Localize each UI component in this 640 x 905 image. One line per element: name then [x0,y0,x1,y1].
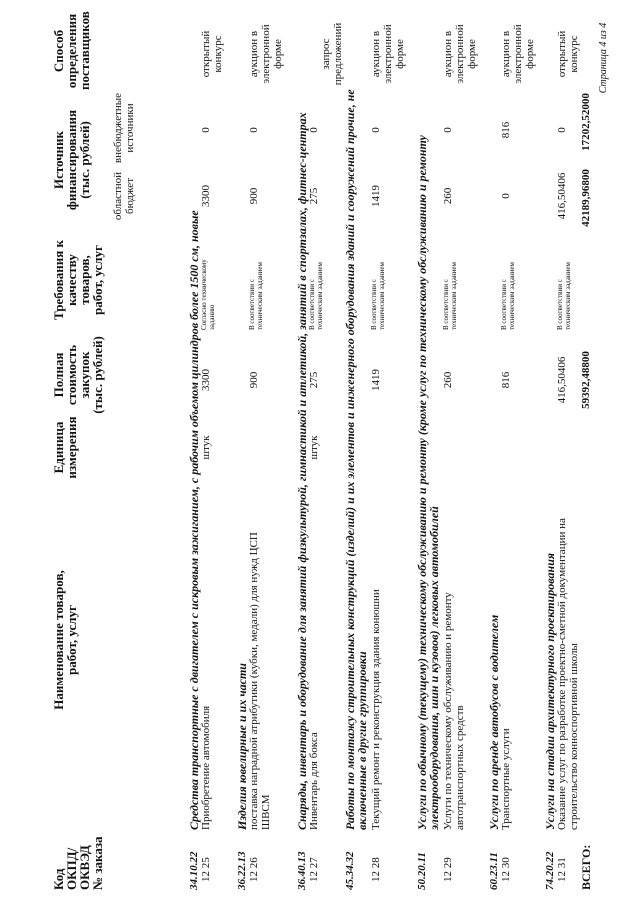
row-method-line: форме [466,39,478,69]
header-name [52,450,78,830]
row-name-line: строительство конноспортивной школы [568,643,580,830]
row-code: 12 31 [556,857,568,882]
row-req-line: В соответствии с [442,279,450,330]
header-fin-offbudget [112,88,136,168]
row-cost: 260 [442,371,454,389]
header-method-line: поставщиков [77,11,92,90]
row-req-line: заданию [208,304,216,330]
row-cost: 416,50406 [556,356,568,404]
header-method-line: Способ [51,29,66,73]
row-req-line: Согласно техническому [200,259,208,330]
row-requirements [442,230,458,330]
group-code: 60.23.11 [488,852,500,890]
group-title: Услуги по обычному (текущему) техническому обслуживанию и ремонту (кроме услуг по техническому обслуживанию и ремонту [415,135,429,830]
header-fin-line: Источник [51,130,66,190]
row-regional: 0 [500,193,512,199]
header-code-line: ОКВЭД [77,845,92,890]
page-number: Страница 4 из 4 [598,22,609,94]
row-method-line: аукцион в [370,30,382,78]
row-name-line: поставка наградной атрибутики (кубки, медали) для нужд ЦСП [248,532,260,830]
row-code: 12 25 [200,857,212,882]
row-method-line: аукцион в [442,30,454,78]
row-method-line: электронной [454,24,466,84]
row-offbudget: 0 [200,127,212,133]
row-method-line: электронной [512,24,524,84]
row-req-line: техническим заданием [256,262,264,330]
row-name-line: Инвентарь для бокса [308,732,320,830]
row-cost: 816 [500,371,512,389]
row-method [500,18,536,90]
header-cost-line: закупок [77,351,92,399]
header-method [52,12,91,90]
row-offbudget: 0 [248,127,260,133]
row-req-line: В соответствии с [248,279,256,330]
header-cost-line: (тыс. рублей) [90,336,105,414]
header-code [52,835,104,890]
row-name-line: Приобретение автомобиля [200,705,212,830]
row-cost: 275 [308,371,320,389]
header-unit-line: Единица [51,421,66,474]
row-requirements [248,230,264,330]
row-method-line: открытый [556,30,568,78]
row-name-line: автотранспортных средств [454,705,466,830]
row-name [370,480,382,830]
row-regional: 900 [248,187,260,205]
row-req-line: техническим заданием [316,262,324,330]
row-requirements [370,230,386,330]
row-req-line: В соответствии с [370,279,378,330]
header-sub-line: источники [124,103,136,153]
total-label: ВСЕГО: [579,844,593,890]
header-req-line: работ, услуг [90,245,105,315]
row-cost: 900 [248,371,260,389]
group-code: 50.20.11 [416,852,428,890]
header-fin-line: финансирования [64,109,79,211]
row-method-line: конкурс [212,35,224,73]
header-sub-line: областной [112,171,124,221]
row-code: 12 30 [500,857,512,882]
total-offbudget: 17202,52000 [580,93,592,151]
row-name [500,480,512,830]
group-title: Изделия ювелирные и их части [235,663,249,830]
row-name-line: Транспортные услуги [500,728,512,830]
row-method-line: форме [272,39,284,69]
header-code-line: № заказа [90,836,105,890]
rotated-table [40,11,600,890]
row-method-line: форме [394,39,406,69]
row-method [442,18,478,90]
header-name-line: работ, услуг [64,605,79,675]
row-regional: 275 [308,187,320,205]
row-method-line: аукцион в [248,30,260,78]
header-fin-line: (тыс. рублей) [77,121,92,199]
row-name-line: Оказание услуг по разработке проектно-сметной документации на [556,518,568,830]
row-method-line: открытый [200,30,212,78]
row-offbudget: 0 [308,127,320,133]
row-name [308,480,320,830]
header-name-line: Наименование товаров, [51,570,66,710]
row-regional: 416,50406 [556,172,568,220]
header-req-line: качеству товаров, [64,254,92,306]
row-offbudget: 816 [500,121,512,139]
group-code: 34.10.22 [188,851,200,890]
row-method [370,18,406,90]
row-req-line: В соответствии с [556,279,564,330]
header-method-line: определения [64,13,79,89]
header-cost-line: Полная [51,352,66,398]
header-sub-line: бюджет [124,178,136,214]
group-title: Услуги на стадии архитектурного проектирования [543,552,557,830]
group-title: Работы по монтажу строительных конструкций (изделий) и их элементов и инженерного оборудования зданий и сооружений прочие, не [343,89,357,830]
row-requirements [308,230,324,330]
group-code: 45.34.32 [344,851,356,890]
row-method-line: запрос [320,38,332,70]
row-req-line: техническим заданием [564,262,572,330]
header-sub-line: внебюджетные [112,92,124,164]
row-method [248,18,284,90]
row-method [556,18,580,90]
row-req-line: техническим заданием [508,262,516,330]
row-name [556,480,580,830]
row-cost: 1419 [370,369,382,391]
group-title-cont: включенные в другие группировки [355,651,369,830]
row-unit: штук [200,435,212,460]
group-title: Услуги по аренде автобусов с водителем [487,614,501,830]
row-name [442,480,466,830]
row-offbudget: 0 [442,127,454,133]
group-code: 74.20.22 [544,851,556,890]
row-offbudget: 0 [370,127,382,133]
row-req-line: В соответствии с [308,279,316,330]
row-name-line: Текущий ремонт и реконструкция здания конюшни [370,589,382,830]
row-req-line: техническим заданием [378,262,386,330]
row-method-line: предложений [332,22,344,86]
header-unit-line: измерения [64,416,79,479]
row-method [320,18,344,90]
row-regional: 3300 [200,185,212,207]
row-method-line: электронной [260,24,272,84]
header-code-line: Код [51,868,66,890]
row-requirements [200,230,216,330]
header-cost-line: стоимость [64,344,79,406]
row-requirements [556,230,572,330]
row-regional: 1419 [370,185,382,207]
row-req-line: В соответствии с [500,279,508,330]
row-method-line: аукцион в [500,30,512,78]
row-offbudget: 0 [556,127,568,133]
row-method-line: электронной [382,24,394,84]
row-code: 12 26 [248,857,260,882]
total-cost: 59392,48800 [580,351,592,409]
group-title: Средства транспортные с двигателем с искровым зажиганием, с рабочим объемом цилиндров более 1500 см, новые [187,210,201,830]
header-unit [52,415,78,480]
header-code-line: ОКПД/ [64,847,79,890]
row-cost: 3300 [200,369,212,391]
header-cost [52,335,104,415]
row-req-line: техническим заданием [450,262,458,330]
row-code: 12 27 [308,857,320,882]
row-regional: 260 [442,187,454,205]
group-title-cont: электрооборудования, шин и кузовов) легковых автомобилей [427,506,441,830]
row-name [248,480,272,830]
row-method [200,18,224,90]
header-req-line: Требования к [51,240,66,320]
row-code: 12 29 [442,857,454,882]
row-name-line: ШВСМ [260,794,272,830]
header-financing [52,95,91,225]
group-code: 36.22.13 [236,851,248,890]
row-name [200,480,212,830]
group-title: Снаряды, инвентарь и оборудование для занятий физкультурой, гимнастикой и атлетикой, занятий в спортзалах, фитнес-центрах [295,112,309,830]
row-name-line: Услуги по техническому обслуживанию и ремонту [442,592,454,830]
header-requirements [52,230,104,330]
header-fin-regional [112,167,136,225]
row-method-line: конкурс [568,35,580,73]
group-code: 36.40.13 [296,851,308,890]
total-regional: 42189,96800 [580,169,592,227]
row-unit: штук [308,435,320,460]
row-requirements [500,230,516,330]
row-method-line: форме [524,39,536,69]
row-code: 12 28 [370,857,382,882]
